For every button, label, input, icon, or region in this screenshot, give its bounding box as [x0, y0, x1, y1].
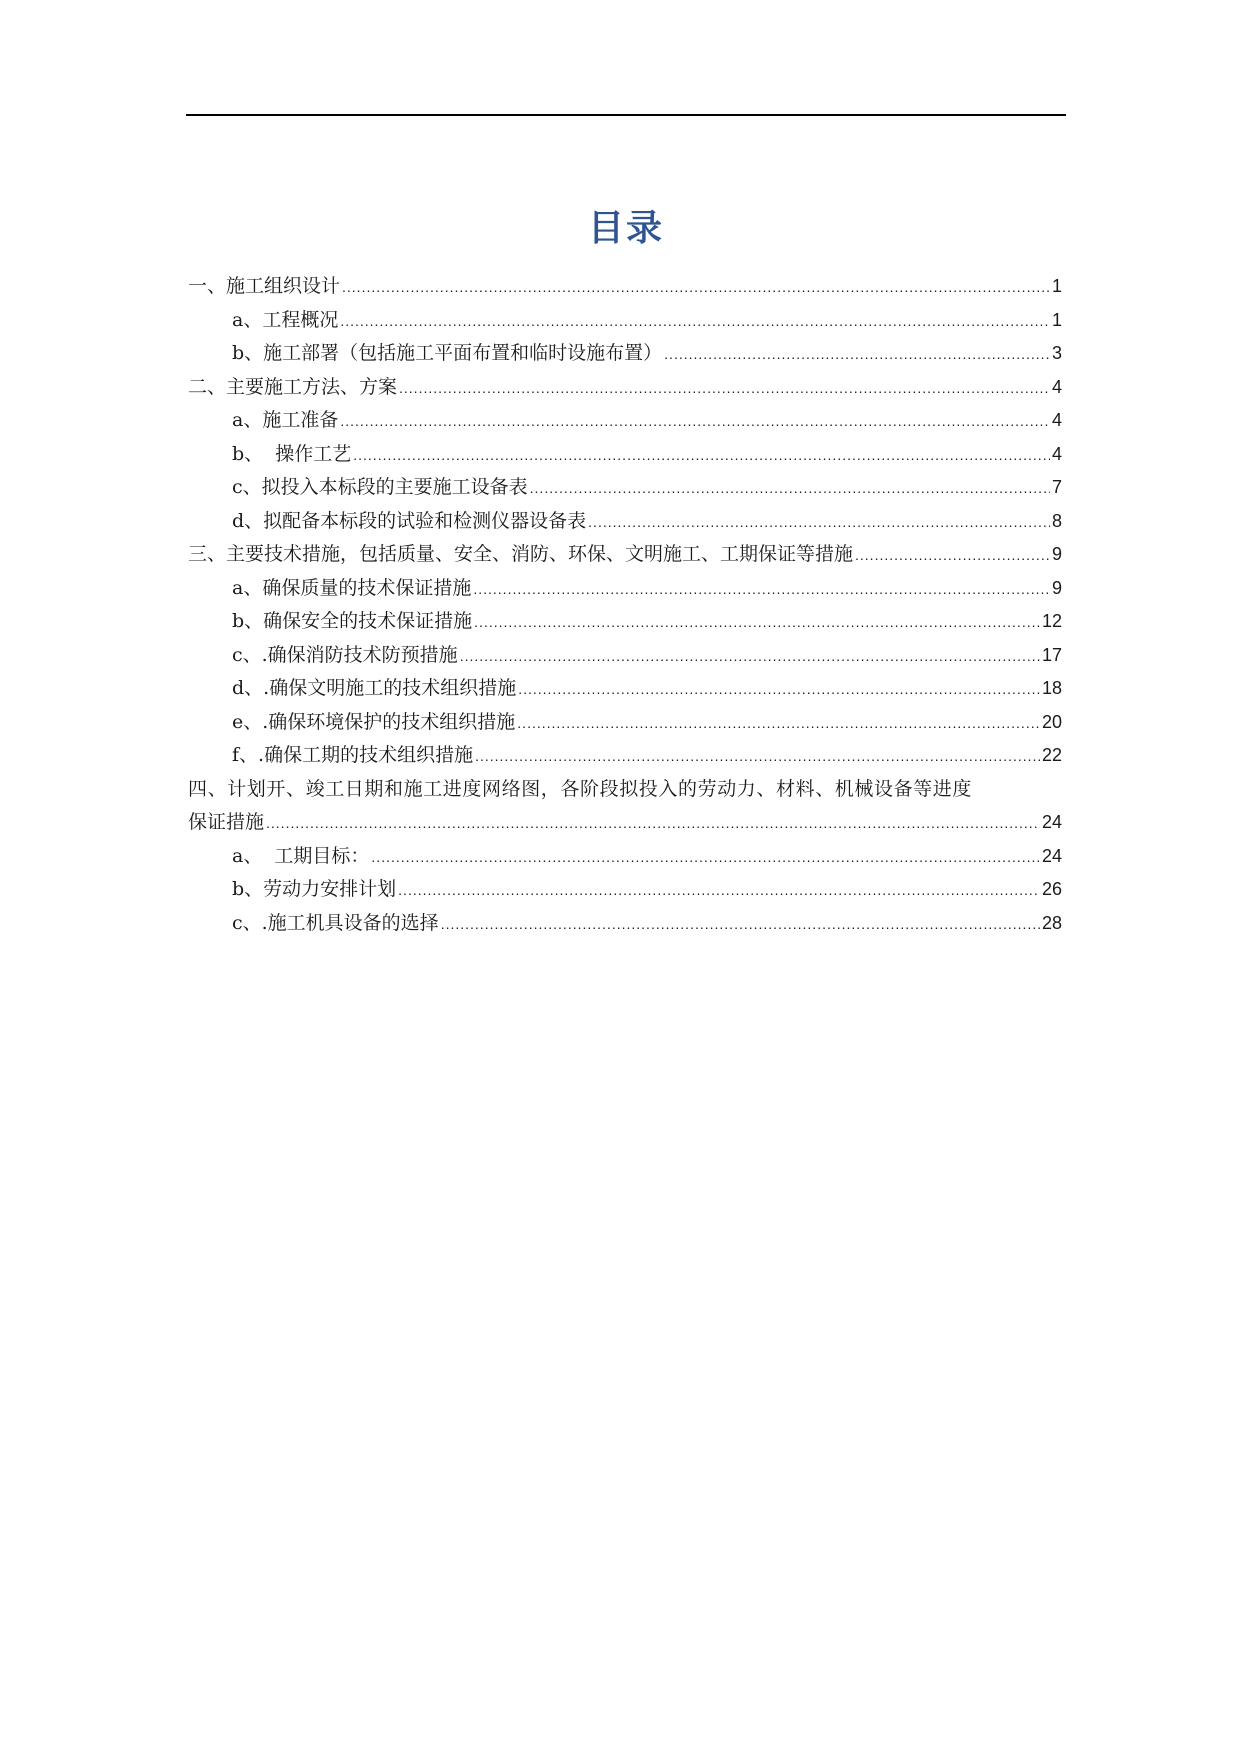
toc-entry-page: 1: [1051, 309, 1062, 330]
toc-entry-4[interactable]: [188, 806, 1062, 840]
dot-leader: [460, 640, 1040, 674]
dot-leader: [473, 573, 1050, 607]
toc-entry-page: 9: [1051, 577, 1062, 598]
header-rule: [186, 114, 1066, 116]
toc-entry-1b[interactable]: [188, 337, 1062, 371]
toc-entry-label-line1: 四、计划开、竣工日期和施工进度网络图，各阶段拟投入的劳动力、材料、机械设备等进度: [188, 777, 973, 800]
dot-leader: [530, 472, 1050, 506]
dot-leader: [266, 807, 1040, 841]
toc-entry-3[interactable]: [188, 538, 1062, 572]
toc-entry-page: 18: [1041, 678, 1062, 698]
toc-entry-page: 24: [1041, 845, 1062, 866]
toc-entry-page: 4: [1051, 410, 1062, 430]
toc-entry-page: 24: [1041, 812, 1062, 832]
toc-entry-3f[interactable]: [188, 739, 1062, 773]
toc-entry-label: b、施工部署（包括施工平面布置和临时设施布置）: [232, 342, 663, 364]
toc-entry-2a[interactable]: [188, 404, 1062, 438]
toc-entry-label: a、施工准备: [232, 409, 339, 431]
toc-entry-label: 保证措施: [188, 811, 265, 833]
toc-entry-label: 二、主要施工方法、方案: [188, 375, 398, 398]
dot-leader: [517, 707, 1040, 741]
dot-leader: [518, 673, 1040, 707]
dot-leader: [371, 841, 1040, 875]
toc-entry-3c[interactable]: [188, 639, 1062, 673]
dot-leader: [588, 506, 1050, 540]
toc-entry-label: c、.施工机具设备的选择: [232, 911, 439, 934]
toc-entry-3d[interactable]: [188, 672, 1062, 706]
toc-entry-label: b、 操作工艺: [232, 442, 352, 465]
toc-entry-label: 三、主要技术措施，包括质量、安全、消防、环保、文明施工、工期保证等措施: [188, 543, 854, 565]
toc-entry-2b[interactable]: [188, 438, 1062, 472]
toc-entry-label: a、工程概况: [232, 308, 339, 331]
toc-entry-label: b、确保安全的技术保证措施: [232, 610, 473, 632]
toc-entry-page: 17: [1041, 644, 1062, 665]
toc-title: 目录: [587, 208, 664, 249]
dot-leader: [342, 271, 1050, 305]
toc-entry-4c[interactable]: [188, 907, 1062, 941]
toc-entry-4a[interactable]: [188, 840, 1062, 874]
dot-leader: [399, 372, 1050, 406]
toc-entry-page: 4: [1051, 443, 1062, 464]
toc-entry-label: e、.确保环境保护的技术组织措施: [232, 710, 516, 733]
toc-entry-3b[interactable]: [188, 605, 1062, 639]
toc-entry-page: 9: [1051, 544, 1062, 564]
toc-entry-page: 12: [1041, 611, 1062, 631]
toc-entry-page: 20: [1041, 711, 1062, 732]
toc-entry-label: d、拟配备本标段的试验和检测仪器设备表: [232, 509, 587, 532]
toc-entry-label: a、确保质量的技术保证措施: [232, 576, 472, 599]
toc-entry-label: 一、施工组织设计: [188, 275, 341, 297]
dot-leader: [340, 305, 1050, 339]
toc-entry-page: 7: [1051, 477, 1062, 497]
toc-entry-page: 3: [1051, 343, 1062, 363]
toc-entry-3e[interactable]: [188, 706, 1062, 740]
toc-entry-4b[interactable]: [188, 873, 1062, 907]
dot-leader: [353, 439, 1050, 473]
toc-entry-page: 8: [1051, 510, 1062, 531]
dot-leader: [441, 908, 1040, 942]
toc-entry-page: 4: [1051, 376, 1062, 397]
toc-entry-2c[interactable]: [188, 471, 1062, 505]
toc-entry-label: c、拟投入本标段的主要施工设备表: [232, 476, 528, 498]
toc-entry-page: 26: [1041, 879, 1062, 899]
toc-entry-1[interactable]: [188, 270, 1062, 304]
toc-entry-label: f、.确保工期的技术组织措施: [232, 744, 474, 766]
toc-entry-label: c、.确保消防技术防预措施: [232, 643, 458, 666]
toc-entry-page: 1: [1051, 276, 1062, 296]
toc-entry-1a[interactable]: [188, 304, 1062, 338]
toc-entry-page: 28: [1041, 912, 1062, 933]
toc-entry-label: b、劳动力安排计划: [232, 878, 397, 900]
dot-leader: [855, 539, 1050, 573]
table-of-contents: [188, 270, 1062, 940]
toc-entry-3a[interactable]: [188, 572, 1062, 606]
dot-leader: [474, 606, 1040, 640]
toc-entry-label: d、.确保文明施工的技术组织措施: [232, 677, 517, 699]
dot-leader: [664, 338, 1050, 372]
dot-leader: [475, 740, 1040, 774]
dot-leader: [398, 874, 1040, 908]
toc-entry-4-line1[interactable]: [188, 773, 1062, 807]
toc-entry-page: 22: [1041, 745, 1062, 765]
dot-leader: [340, 405, 1050, 439]
toc-entry-2[interactable]: [188, 371, 1062, 405]
toc-entry-label: a、 工期目标：: [232, 844, 370, 867]
toc-entry-2d[interactable]: [188, 505, 1062, 539]
